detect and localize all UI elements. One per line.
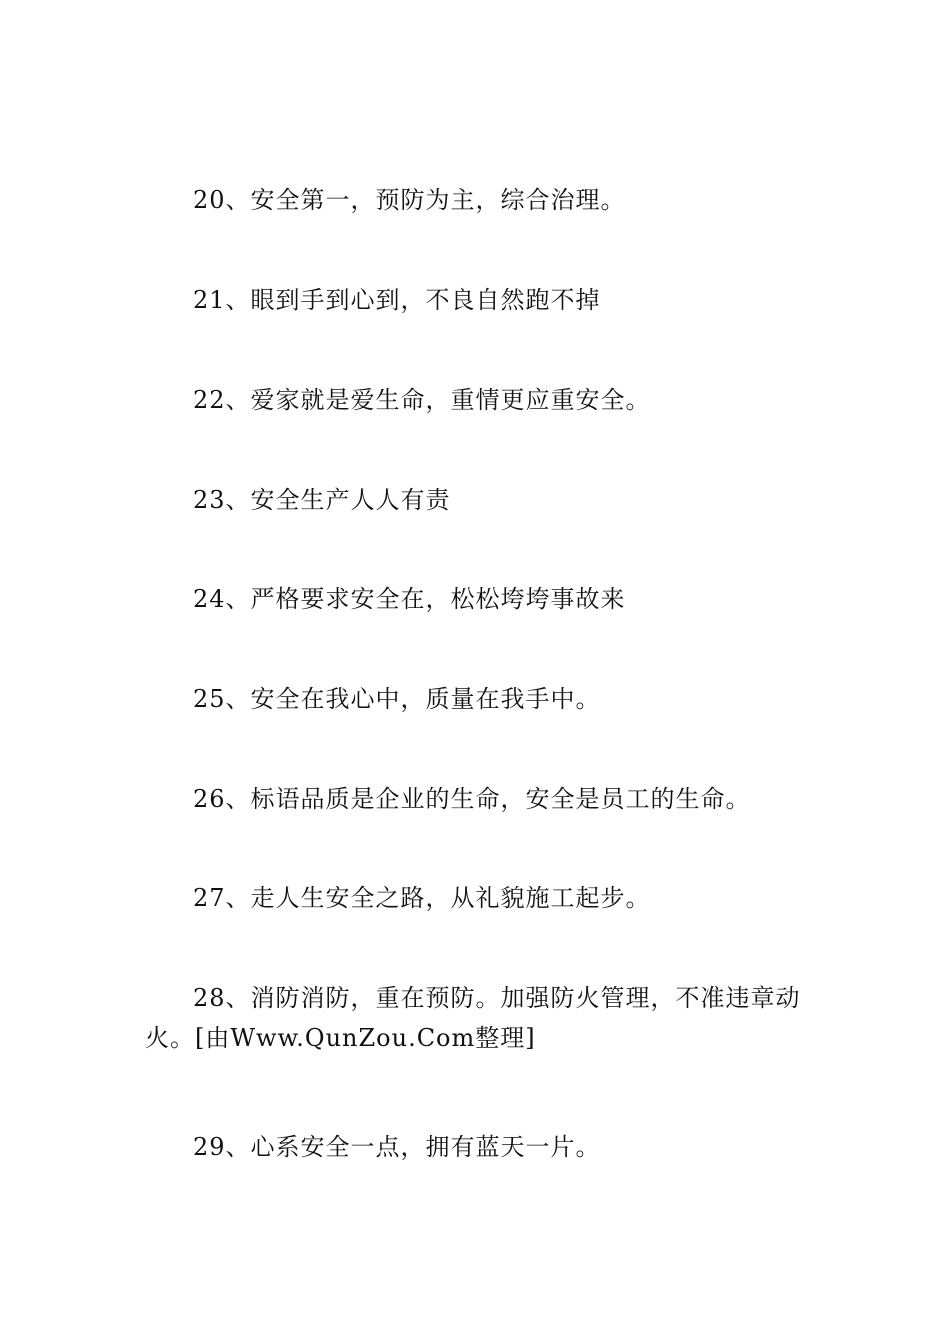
list-item-25: 25、安全在我心中，质量在我手中。: [193, 685, 601, 713]
list-item-26: 26、标语品质是企业的生命，安全是员工的生命。: [193, 785, 751, 813]
list-item-23: 23、安全生产人人有责: [193, 486, 451, 514]
list-item-21: 21、眼到手到心到，不良自然跑不掉: [193, 286, 601, 314]
list-item-20: 20、安全第一，预防为主，综合治理。: [193, 186, 626, 214]
list-item-27: 27、走人生安全之路，从礼貌施工起步。: [193, 884, 651, 912]
list-item-28: 28、消防消防，重在预防。加强防火管理，不准违章动火。[由Www.QunZou.Com整理]: [145, 984, 801, 1052]
list-item-22: 22、爱家就是爱生命，重情更应重安全。: [193, 386, 651, 414]
list-item-24: 24、严格要求安全在，松松垮垮事故来: [193, 585, 626, 613]
list-item-29: 29、心系安全一点，拥有蓝天一片。: [193, 1133, 601, 1161]
